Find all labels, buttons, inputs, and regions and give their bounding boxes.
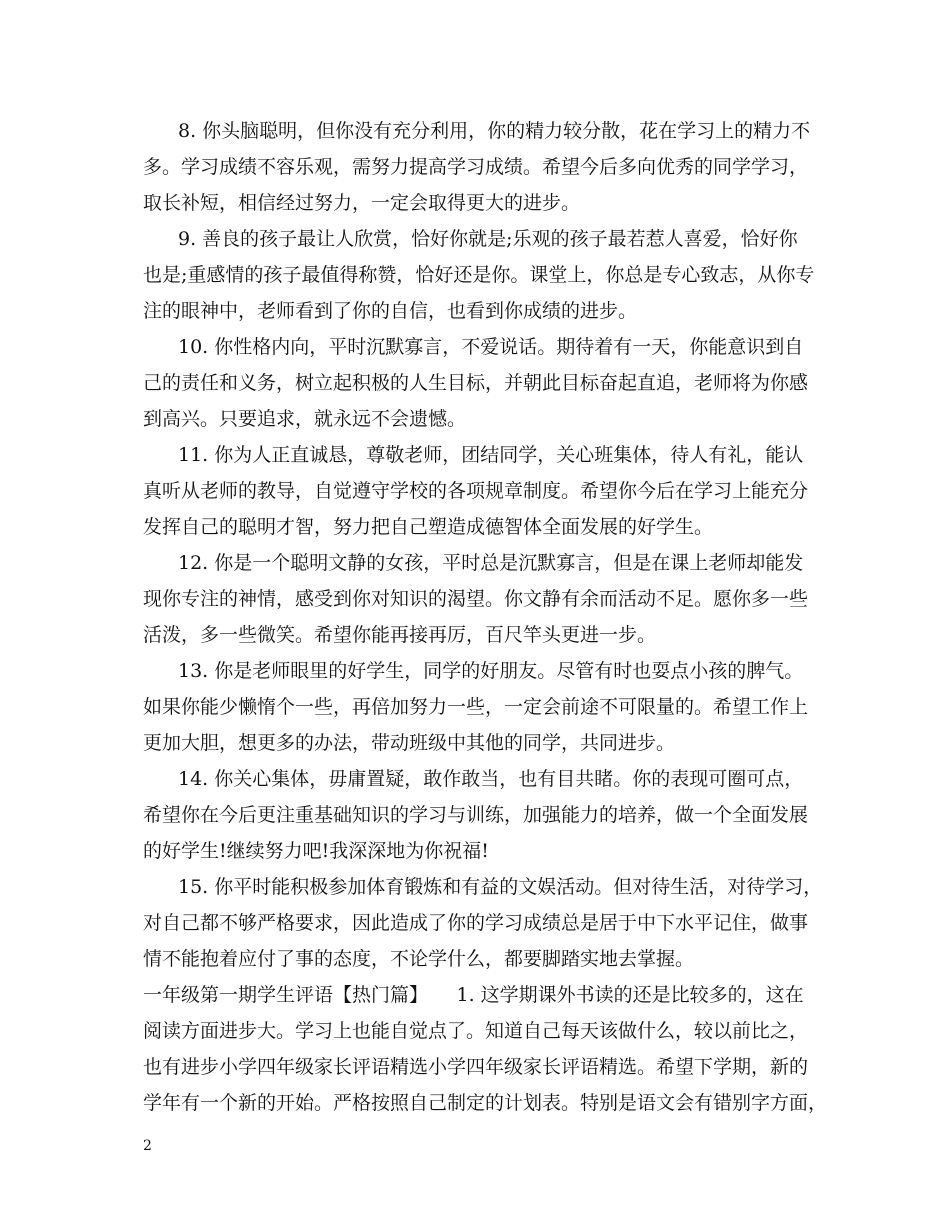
page-number: 2: [143, 1138, 152, 1154]
text-line: 情不能抱着应付了事的态度，不论学什么，都要脚踏实地去掌握。: [143, 948, 695, 970]
text-line: 一年级第一期学生评语【热门篇】 1. 这学期课外书读的还是比较多的，这在: [143, 984, 804, 1006]
text-line: 10. 你性格内向，平时沉默寡言，不爱说话。期待着有一天，你能意识到自: [178, 336, 804, 358]
text-line: 到高兴。只要追求，就永远不会遗憾。: [143, 408, 467, 430]
text-line: 现你专注的神情，感受到你对知识的渴望。你文静有余而活动不足。愿你多一些: [143, 588, 809, 610]
text-line: 对自己都不够严格要求，因此造成了你的学习成绩总是居于中下水平记住，做事: [143, 912, 809, 934]
text-line: 阅读方面进步大。学习上也能自觉点了。知道自己每天该做什么，较以前比之，: [143, 1020, 809, 1042]
text-line: 希望你在今后更注重基础知识的学习与训练，加强能力的培养，做一个全面发展: [143, 804, 809, 826]
text-line: 也是;重感情的孩子最值得称赞，恰好还是你。课堂上，你总是专心致志，从你专: [143, 264, 815, 286]
text-line: 注的眼神中，老师看到了你的自信，也看到你成绩的进步。: [143, 300, 638, 322]
text-line: 13. 你是老师眼里的好学生，同学的好朋友。尽管有时也耍点小孩的脾气。: [178, 660, 804, 682]
text-line: 多。学习成绩不容乐观，需努力提高学习成绩。希望今后多向优秀的同学学习，: [143, 156, 809, 178]
text-line: 8. 你头脑聪明，但你没有充分利用，你的精力较分散，花在学习上的精力不: [178, 120, 811, 142]
text-line: 学年有一个新的开始。严格按照自己制定的计划表。特别是语文会有错别字方面，: [143, 1092, 828, 1114]
text-line: 12. 你是一个聪明文静的女孩，平时总是沉默寡言，但是在课上老师却能发: [178, 552, 804, 574]
text-line: 取长补短，相信经过努力，一定会取得更大的进步。: [143, 192, 581, 214]
text-line: 9. 善良的孩子最让人欣赏，恰好你就是;乐观的孩子最若惹人喜爱，恰好你: [178, 228, 798, 250]
text-line: 活泼，多一些微笑。希望你能再接再厉，百尺竿头更进一步。: [143, 624, 657, 646]
text-line: 真听从老师的教导，自觉遵守学校的各项规章制度。希望你今后在学习上能充分: [143, 480, 809, 502]
text-line: 14. 你关心集体，毋庸置疑，敢作敢当，也有目共睹。你的表现可圈可点，: [178, 768, 804, 790]
text-line: 如果你能少懒惰个一些，再倍加努力一些，一定会前途不可限量的。希望工作上: [143, 696, 809, 718]
text-line: 的好学生!继续努力吧!我深深地为你祝福!: [143, 840, 489, 862]
text-line: 发挥自己的聪明才智，努力把自己塑造成德智体全面发展的好学生。: [143, 516, 714, 538]
text-line: 己的责任和义务，树立起积极的人生目标，并朝此目标奋起直追，老师将为你感: [143, 372, 809, 394]
text-line: 更加大胆，想更多的办法，带动班级中其他的同学，共同进步。: [143, 732, 676, 754]
text-line: 也有进步小学四年级家长评语精选小学四年级家长评语精选。希望下学期，新的: [143, 1056, 809, 1078]
text-line: 15. 你平时能积极参加体育锻炼和有益的文娱活动。但对待生活，对待学习，: [178, 876, 823, 898]
text-line: 11. 你为人正直诚恳，尊敬老师，团结同学，关心班集体，待人有礼，能认: [178, 444, 804, 466]
